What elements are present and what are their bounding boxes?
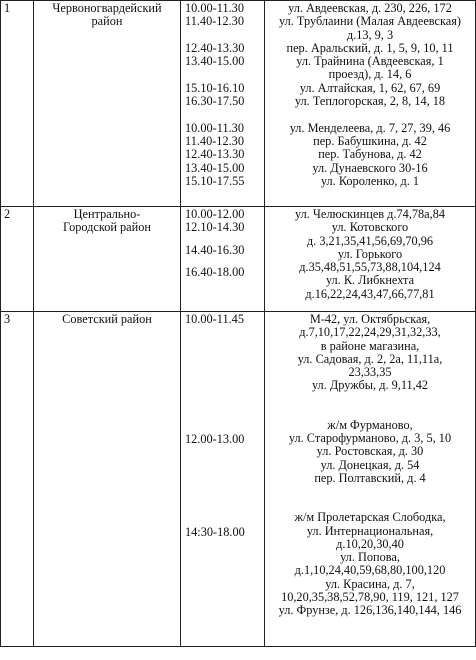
address-line: ул. К. Либкнехта — [325, 273, 415, 288]
time-slot: 12.40-13.30 — [185, 147, 245, 162]
address-cell — [265, 1, 476, 207]
address-line: пер. Табунова, д. 42 — [318, 147, 422, 162]
time-slot: 14.40-16.30 — [185, 242, 245, 257]
time-slot: 11.40-12.30 — [185, 14, 244, 29]
address-line: д. 3,21,35,41,56,69,70,96 — [306, 233, 434, 248]
table-row — [1, 1, 476, 207]
address-line: ул. Трублаини (Малая Авдеевская) — [279, 14, 461, 29]
row-number: 2 — [1, 207, 34, 312]
address-line: д.10,20,30,40 — [336, 536, 404, 551]
district-cell — [34, 1, 181, 207]
district-name-line: район — [91, 14, 123, 29]
time-slot: 11.40-12.30 — [185, 133, 244, 148]
district-name-line: Червоногвардейский — [52, 1, 162, 15]
address-line: ул. Интернациональная, — [306, 523, 434, 538]
address-line: ул. Алтайская, 1, 62, 67, 69 — [299, 80, 441, 95]
district-cell — [34, 207, 181, 312]
table-row — [1, 207, 476, 312]
address-line: д.35,48,51,55,73,88,104,124 — [299, 260, 441, 275]
address-line: д.13, 9, 3 — [346, 27, 394, 42]
time-slot: 15.10-16.10 — [185, 80, 245, 95]
address-line: ул. Авдеевская, д. 230, 226, 172 — [288, 1, 452, 15]
row-number: 1 — [1, 1, 34, 207]
time-slot: 10.00-11.30 — [185, 1, 244, 15]
address-line: ул. Старофурманово, д. 3, 5, 10 — [288, 431, 452, 446]
address-line: М-42, ул. Октябрьская, — [309, 312, 431, 326]
address-line: ул. Теплогорская, 2, 8, 14, 18 — [294, 94, 446, 109]
district-name-line: Советский район — [62, 312, 152, 326]
address-line: ул. Ростовская, д. 30 — [316, 444, 424, 459]
address-line: ул. Менделеева, д. 7, 27, 39, 46 — [289, 120, 451, 135]
address-line: д.7,10,17,22,24,29,31,32,33, — [299, 325, 441, 340]
address-line: ж/м Пролетарская Слободка, — [294, 510, 446, 525]
address-line: 23,33,35 — [348, 365, 392, 380]
row-number: 3 — [1, 312, 34, 647]
address-line: пер. Полтавский, д. 4 — [314, 470, 426, 485]
address-line: ул. Красина, д. 7, — [325, 576, 415, 591]
time-slot: 10.00-12.00 — [185, 207, 245, 221]
time-slot: 16.40-18.00 — [185, 264, 245, 279]
address-line: ул. Дунаевского 30-16 — [312, 160, 428, 175]
address-cell — [265, 312, 476, 647]
address-line: пер. Аральский, д. 1, 5, 9, 10, 11 — [286, 40, 454, 55]
address-line: ул. Донецкая, д. 54 — [320, 457, 420, 472]
address-line: ж/м Фурманово, — [327, 417, 413, 432]
address-line: ул. Челюскинцев д.74,78а,84 — [294, 207, 445, 221]
district-cell — [34, 312, 181, 647]
time-slot: 10.00-11.30 — [185, 120, 244, 135]
address-line: ул. Котовского — [331, 220, 409, 235]
address-line: ул. Дружбы, д. 9,11,42 — [311, 378, 429, 393]
address-line: ул. Попова, — [340, 550, 400, 565]
address-line: д.16,22,24,43,47,66,77,81 — [305, 286, 435, 301]
address-line: 10,20,35,38,52,78,90, 119, 121, 127 — [281, 590, 459, 605]
address-line: пер. Бабушкина, д. 42 — [313, 133, 427, 148]
time-slot: 16.30-17.50 — [185, 94, 245, 109]
district-name-line: Центрально- — [73, 207, 141, 221]
address-line: ул. Короленко, д. 1 — [320, 173, 420, 188]
time-slot: 13.40-15.00 — [185, 160, 245, 175]
address-line: проезд), д. 14, 6 — [328, 67, 412, 82]
address-line: ул. Садовая, д. 2, 2а, 11,11а, — [297, 351, 443, 366]
time-slot: 12.40-13.30 — [185, 40, 245, 55]
time-cell — [181, 312, 265, 647]
time-cell — [181, 207, 265, 312]
time-slot: 12.00-13.00 — [185, 431, 245, 446]
time-slot: 13.40-15.00 — [185, 54, 245, 69]
address-line: ул. Трайнина (Авдеевская, 1 — [296, 54, 444, 69]
time-slot: 14:30-18.00 — [185, 524, 245, 539]
address-cell — [265, 207, 476, 312]
time-cell — [181, 1, 265, 207]
address-line: ул. Фрунзе, д. 126,136,140,144, 146 — [278, 603, 462, 618]
address-line: в районе магазина, — [320, 338, 420, 353]
district-name-line: Городской район — [63, 220, 151, 235]
address-line: ул. Горького — [337, 246, 403, 261]
time-slot: 12.10-14.30 — [185, 220, 245, 235]
time-slot: 15.10-17.55 — [185, 173, 245, 188]
table-row — [1, 312, 476, 647]
time-slot: 10.00-11.45 — [185, 312, 244, 326]
address-line: д.1,10,24,40,59,68,80,100,120 — [294, 563, 446, 578]
